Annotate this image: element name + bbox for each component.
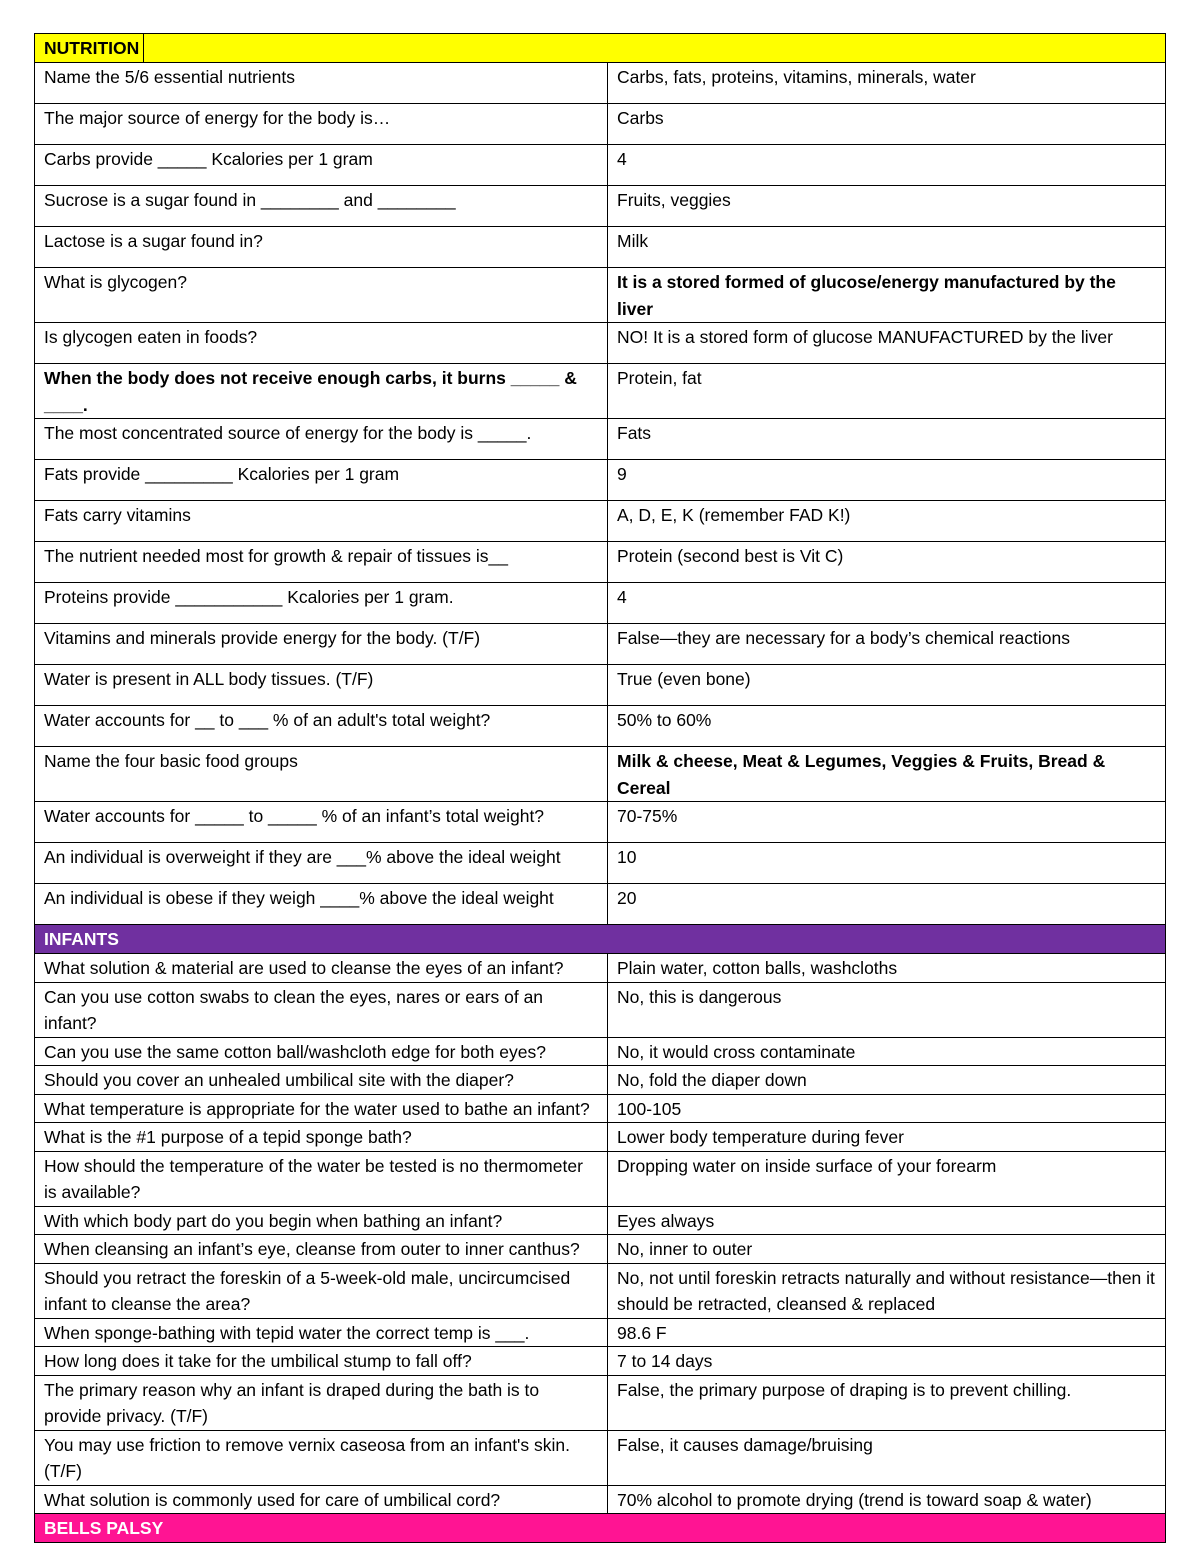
table-row: [35, 802, 1166, 843]
section-title-label: NUTRITION: [44, 34, 144, 62]
table-row: [35, 747, 1166, 802]
answer-cell: No, this is dangerous: [608, 982, 1166, 1037]
answer-cell: 70-75%: [608, 802, 1166, 843]
question-cell: The nutrient needed most for growth & repair of tissues is__: [35, 542, 608, 583]
answer-cell: 4: [608, 583, 1166, 624]
table-row: [35, 542, 1166, 583]
table-row: [35, 1094, 1166, 1123]
table-row: [35, 145, 1166, 186]
question-cell: Lactose is a sugar found in?: [35, 227, 608, 268]
section-title-nutrition: [35, 34, 1166, 63]
answer-cell: Protein (second best is Vit C): [608, 542, 1166, 583]
question-cell: How long does it take for the umbilical stump to fall off?: [35, 1347, 608, 1376]
answer-cell: No, fold the diaper down: [608, 1066, 1166, 1095]
answer-cell: 98.6 F: [608, 1318, 1166, 1347]
answer-cell: 4: [608, 145, 1166, 186]
table-row: [35, 1123, 1166, 1152]
question-cell: Name the four basic food groups: [35, 747, 608, 802]
answer-cell: Lower body temperature during fever: [608, 1123, 1166, 1152]
answer-cell: 9: [608, 460, 1166, 501]
table-row: [35, 624, 1166, 665]
table-row: [35, 419, 1166, 460]
question-cell: Fats provide _________ Kcalories per 1 gram: [35, 460, 608, 501]
answer-cell: False, the primary purpose of draping is to prevent chilling.: [608, 1375, 1166, 1430]
table-row: [35, 1235, 1166, 1264]
answer-cell: No, it would cross contaminate: [608, 1037, 1166, 1066]
section-header-infants: [35, 925, 1166, 954]
answer-cell: Dropping water on inside surface of your forearm: [608, 1151, 1166, 1206]
question-cell: When cleansing an infant’s eye, cleanse from outer to inner canthus?: [35, 1235, 608, 1264]
table-row: [35, 104, 1166, 145]
question-cell: An individual is obese if they weigh ____% above the ideal weight: [35, 884, 608, 925]
table-row: [35, 1485, 1166, 1514]
question-cell: The primary reason why an infant is draped during the bath is to provide privacy. (T/F): [35, 1375, 608, 1430]
table-row: [35, 227, 1166, 268]
answer-cell: False, it causes damage/bruising: [608, 1430, 1166, 1485]
answer-cell: No, not until foreskin retracts naturally and without resistance—then it should be retracted, cleansed & replaced: [608, 1263, 1166, 1318]
table-row: [35, 954, 1166, 983]
answer-cell: No, inner to outer: [608, 1235, 1166, 1264]
table-row: [35, 1318, 1166, 1347]
question-cell: How should the temperature of the water be tested is no thermometer is available?: [35, 1151, 608, 1206]
question-cell: Can you use the same cotton ball/washcloth edge for both eyes?: [35, 1037, 608, 1066]
answer-cell: Plain water, cotton balls, washcloths: [608, 954, 1166, 983]
table-row: [35, 268, 1166, 323]
answer-cell: It is a stored formed of glucose/energy manufactured by the liver: [608, 268, 1166, 323]
answer-cell: Milk: [608, 227, 1166, 268]
question-cell: Vitamins and minerals provide energy for the body. (T/F): [35, 624, 608, 665]
question-cell: Carbs provide _____ Kcalories per 1 gram: [35, 145, 608, 186]
question-cell: Fats carry vitamins: [35, 501, 608, 542]
table-row: [35, 1037, 1166, 1066]
question-cell: When the body does not receive enough carbs, it burns _____ & ____.: [35, 364, 608, 419]
table-row: [35, 63, 1166, 104]
answer-cell: NO! It is a stored form of glucose MANUFACTURED by the liver: [608, 323, 1166, 364]
question-cell: Sucrose is a sugar found in ________ and ________: [35, 186, 608, 227]
answer-cell: 50% to 60%: [608, 706, 1166, 747]
table-row: [35, 706, 1166, 747]
question-cell: Can you use cotton swabs to clean the eyes, nares or ears of an infant?: [35, 982, 608, 1037]
table-row: [35, 583, 1166, 624]
table-row: [35, 1347, 1166, 1376]
table-row: [35, 843, 1166, 884]
table-row: [35, 1263, 1166, 1318]
table-row: [35, 982, 1166, 1037]
table-row: [35, 364, 1166, 419]
answer-cell: True (even bone): [608, 665, 1166, 706]
table-row: [35, 1206, 1166, 1235]
study-guide-table: [34, 33, 1166, 1543]
answer-cell: Eyes always: [608, 1206, 1166, 1235]
answer-cell: A, D, E, K (remember FAD K!): [608, 501, 1166, 542]
question-cell: You may use friction to remove vernix caseosa from an infant's skin. (T/F): [35, 1430, 608, 1485]
answer-cell: Protein, fat: [608, 364, 1166, 419]
question-cell: The most concentrated source of energy for the body is _____.: [35, 419, 608, 460]
question-cell: What temperature is appropriate for the water used to bathe an infant?: [35, 1094, 608, 1123]
question-cell: What solution & material are used to cleanse the eyes of an infant?: [35, 954, 608, 983]
question-cell: What is glycogen?: [35, 268, 608, 323]
answer-cell: 20: [608, 884, 1166, 925]
answer-cell: 7 to 14 days: [608, 1347, 1166, 1376]
table-row: [35, 460, 1166, 501]
table-row: [35, 1430, 1166, 1485]
answer-cell: Fats: [608, 419, 1166, 460]
answer-cell: 70% alcohol to promote drying (trend is toward soap & water): [608, 1485, 1166, 1514]
answer-cell: Fruits, veggies: [608, 186, 1166, 227]
question-cell: Water accounts for __ to ___ % of an adult's total weight?: [35, 706, 608, 747]
question-cell: With which body part do you begin when bathing an infant?: [35, 1206, 608, 1235]
question-cell: An individual is overweight if they are ___% above the ideal weight: [35, 843, 608, 884]
answer-cell: Carbs, fats, proteins, vitamins, minerals, water: [608, 63, 1166, 104]
question-cell: Water accounts for _____ to _____ % of an infant’s total weight?: [35, 802, 608, 843]
question-cell: What solution is commonly used for care of umbilical cord?: [35, 1485, 608, 1514]
table-row: [35, 1151, 1166, 1206]
section-header-nutrition: [35, 34, 1166, 63]
table-row: [35, 323, 1166, 364]
table-row: [35, 665, 1166, 706]
section-title-infants: INFANTS: [35, 925, 1166, 954]
section-title-bells-palsy: BELLS PALSY: [35, 1514, 1166, 1543]
answer-cell: Milk & cheese, Meat & Legumes, Veggies & Fruits, Bread & Cereal: [608, 747, 1166, 802]
table-row: [35, 501, 1166, 542]
question-cell: Proteins provide ___________ Kcalories per 1 gram.: [35, 583, 608, 624]
study-guide-body: [35, 34, 1166, 1543]
answer-cell: 10: [608, 843, 1166, 884]
question-cell: Name the 5/6 essential nutrients: [35, 63, 608, 104]
question-cell: Water is present in ALL body tissues. (T/F): [35, 665, 608, 706]
question-cell: The major source of energy for the body is…: [35, 104, 608, 145]
answer-cell: Carbs: [608, 104, 1166, 145]
question-cell: What is the #1 purpose of a tepid sponge bath?: [35, 1123, 608, 1152]
question-cell: Should you cover an unhealed umbilical site with the diaper?: [35, 1066, 608, 1095]
table-row: [35, 884, 1166, 925]
table-row: [35, 1375, 1166, 1430]
question-cell: Should you retract the foreskin of a 5-week-old male, uncircumcised infant to cleanse the area?: [35, 1263, 608, 1318]
answer-cell: False—they are necessary for a body’s chemical reactions: [608, 624, 1166, 665]
section-header-bells-palsy: [35, 1514, 1166, 1543]
answer-cell: 100-105: [608, 1094, 1166, 1123]
table-row: [35, 186, 1166, 227]
question-cell: When sponge-bathing with tepid water the correct temp is ___.: [35, 1318, 608, 1347]
question-cell: Is glycogen eaten in foods?: [35, 323, 608, 364]
table-row: [35, 1066, 1166, 1095]
